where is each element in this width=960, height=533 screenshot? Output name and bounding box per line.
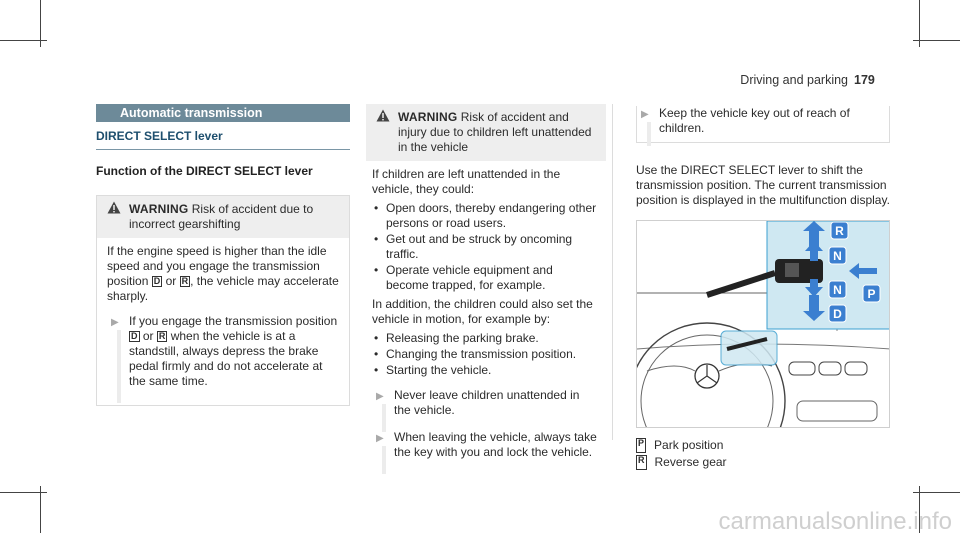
- warning-box: [366, 104, 606, 476]
- legend-text: Reverse gear: [654, 455, 727, 469]
- gear-d-icon: D: [153, 276, 161, 286]
- warning-heading: Risk of accident and injury due to children left unattended in the vehicle: [398, 110, 592, 154]
- steering-lever-illustration: [637, 221, 890, 428]
- gear-d-icon: D: [131, 331, 138, 341]
- page-number: 179: [854, 73, 875, 87]
- warning-heading: Risk of accident due to incorrect gearshifting: [129, 202, 314, 231]
- warning-body: [366, 161, 606, 476]
- instruction-arrow-icon: ▶: [111, 317, 119, 328]
- warning-label: WARNING: [398, 110, 458, 124]
- list-item: • Get out and be struck by oncoming traffic.: [374, 232, 573, 261]
- instruction-bar: [647, 122, 651, 146]
- column-left: [96, 104, 350, 406]
- function-title: Function of the DIRECT SELECT lever: [96, 164, 313, 178]
- instruction-arrow-icon: ▶: [376, 433, 384, 444]
- column-middle: [366, 104, 606, 476]
- figure-legend: [636, 438, 890, 470]
- list-item: • Operate vehicle equipment and become trapped, for example.: [374, 263, 553, 292]
- instruction-text-pre: If you engage the transmission position: [129, 314, 338, 328]
- instruction-text: Never leave children unattended in the vehicle.: [394, 388, 580, 417]
- warning-triangle-icon: [376, 109, 390, 122]
- instruction-text-post: when the vehicle is at a standstill, always depress the brake pedal firmly and do not accelerate at the same time.: [129, 329, 323, 388]
- warning-header: [97, 196, 349, 238]
- watermark: carmanualsonline.info: [718, 508, 952, 533]
- list-item: • Starting the vehicle.: [374, 363, 492, 377]
- list-item: • Open doors, thereby endangering other persons or road users.: [374, 201, 597, 230]
- warning-header: [366, 104, 606, 161]
- crop-mark: [0, 40, 47, 41]
- bullet-list: [372, 201, 598, 293]
- instruction-bar: [117, 330, 121, 403]
- instruction-bar: [382, 404, 386, 432]
- legend-row: [636, 438, 890, 453]
- warning-para: In addition, the children could also set the vehicle in motion, for example by:: [372, 297, 593, 326]
- warning-label: WARNING: [129, 202, 189, 216]
- column-right: [636, 104, 890, 472]
- instruction-step: [637, 106, 889, 142]
- warning-text: If the engine speed is higher than the idle speed and you engage the transmission position: [107, 244, 327, 288]
- instruction-arrow-icon: ▶: [376, 391, 384, 402]
- instruction-or: or: [142, 329, 154, 343]
- column-divider: [612, 104, 613, 440]
- gear-label-n-top: N: [833, 249, 842, 263]
- warning-intro: If children are left unattended in the vehicle, they could:: [372, 167, 561, 196]
- gear-p-icon: P: [636, 438, 646, 453]
- instruction-text: Keep the vehicle key out of reach of children.: [659, 106, 850, 135]
- crop-mark: [913, 492, 960, 493]
- legend-text: Park position: [654, 438, 724, 452]
- warning-continuation-box: [636, 106, 890, 143]
- subsection-title: DIRECT SELECT lever: [96, 124, 350, 150]
- gear-label-d: D: [833, 307, 842, 321]
- instruction-step: [107, 314, 341, 399]
- crop-mark: [913, 40, 960, 41]
- gear-r-icon: R: [181, 276, 189, 286]
- gear-label-p: P: [867, 287, 876, 301]
- body-paragraph: Use the DIRECT SELECT lever to shift the transmission position. The current transmission position is displayed in the multifunction display.: [636, 163, 890, 207]
- instruction-bar: [382, 446, 386, 474]
- section-title: Automatic transmission: [96, 104, 350, 122]
- warning-text-end: , the vehicle may accelerate sharply.: [107, 274, 339, 303]
- list-item: • Changing the transmission position.: [374, 347, 577, 361]
- instruction-step: [372, 388, 598, 428]
- instruction-text: When leaving the vehicle, always take the key with you and lock the vehicle.: [394, 430, 597, 459]
- warning-triangle-icon: [107, 201, 121, 214]
- crop-mark: [0, 492, 47, 493]
- gear-label-n-bottom: N: [833, 283, 842, 297]
- warning-box: [96, 195, 350, 406]
- running-head: Driving and parking: [740, 73, 848, 87]
- instruction-arrow-icon: ▶: [641, 109, 649, 120]
- list-item: • Releasing the parking brake.: [374, 331, 539, 345]
- gear-label-r: R: [835, 224, 844, 238]
- gear-r-icon: R: [636, 455, 647, 470]
- legend-row: [636, 455, 890, 470]
- crop-mark: [40, 486, 41, 533]
- warning-body: [97, 238, 349, 405]
- warning-or: or: [165, 274, 177, 288]
- instruction-step: [372, 430, 598, 470]
- bullet-list: [372, 331, 598, 378]
- gear-r-icon: R: [158, 331, 166, 341]
- direct-select-figure: [636, 220, 890, 428]
